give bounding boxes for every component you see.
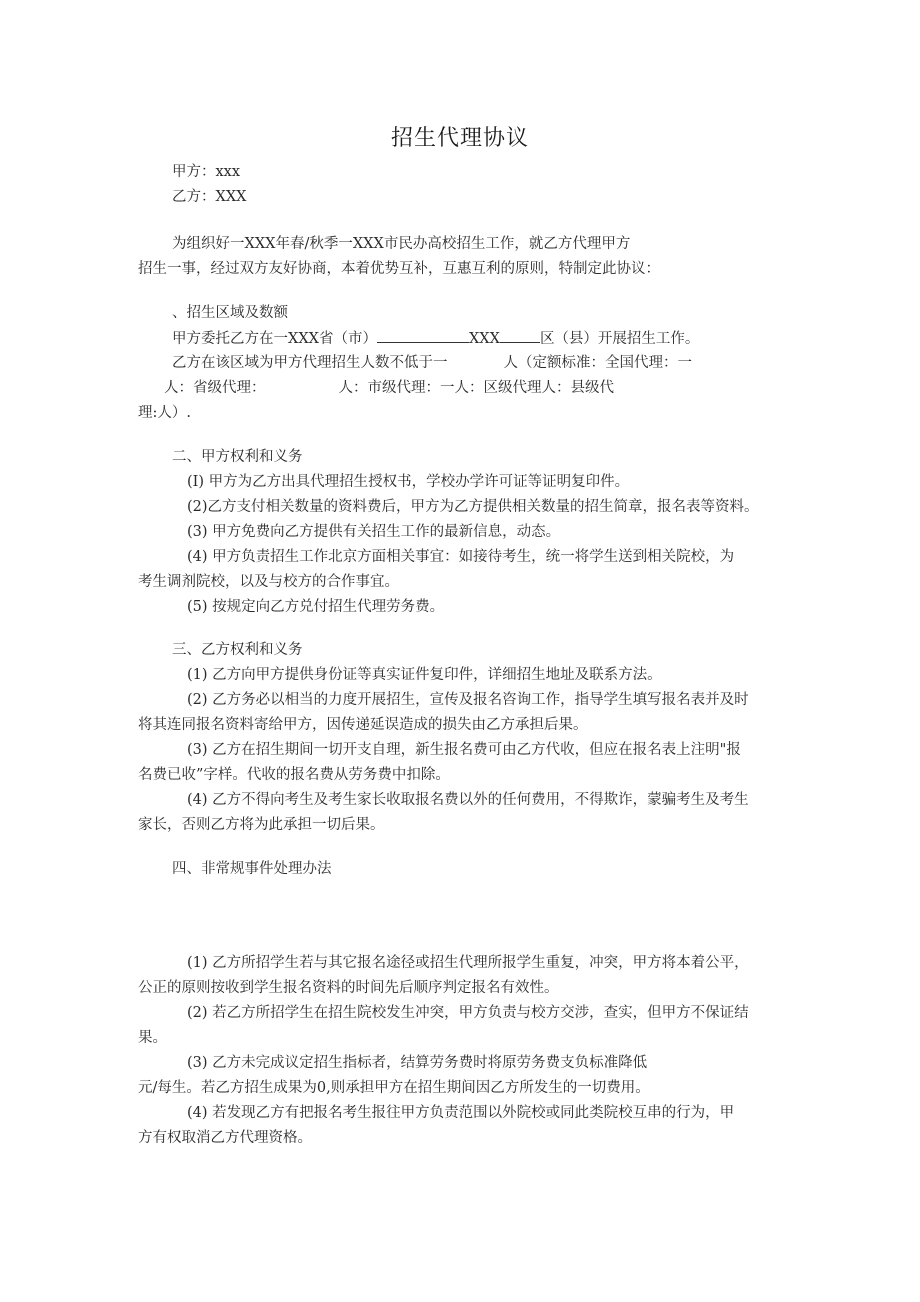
party-b: 乙方：XXX (172, 189, 247, 205)
section2-heading: 二、甲方权利和义务 (172, 449, 303, 465)
section4-line: (3) 乙方未完成议定招生指标者，结算劳务费时将原劳务费支负标准降低 (187, 1055, 648, 1071)
section4-line: (4) 若发现乙方有把报名考生报往甲方负责范围以外院校或同此类院校互串的行为，甲 (187, 1105, 735, 1121)
intro-line: 为组织好一XXX年春/秋季一XXX市民办高校招生工作，就乙方代理甲方 (172, 236, 631, 252)
section1-line: 乙方在该区域为甲方代理招生人数不低于一 人（定额标准：全国代理：一 (172, 355, 692, 371)
document-title: 招生代理协议 (390, 126, 529, 151)
section1-line: 理:人）. (138, 405, 191, 421)
party-a: 甲方：xxx (172, 164, 241, 180)
section3-line: 名费已收”字样。代收的报名费从劳务费中扣除。 (138, 767, 450, 783)
section2-line: (5) 按规定向乙方兑付招生代理劳务费。 (187, 599, 445, 615)
section3-line: (4) 乙方不得向考生及考生家长收取报名费以外的任何费用，不得欺诈，蒙骗考生及考生 (187, 792, 749, 808)
section4-line: 果。 (138, 1030, 167, 1046)
section4-line: 方有权取消乙方代理资格。 (138, 1130, 312, 1146)
section3-line: 将其连同报名资料寄给甲方，因传递延误造成的损失由乙方承担后果。 (138, 717, 588, 733)
section4-heading: 四、非常规事件处理办法 (172, 861, 332, 877)
section4-line: 元/每生。若乙方招生成果为0,则承担甲方在招生期间因乙方所发生的一切费用。 (138, 1080, 650, 1096)
section3-line: 家长，否则乙方将为此承担一切后果。 (138, 817, 385, 833)
section4-line: 公正的原则按收到学生报名资料的时间先后顺序判定报名有效性。 (138, 980, 559, 996)
section3-heading: 三、乙方权利和义务 (172, 642, 303, 658)
section4-line: (1) 乙方所招学生若与其它报名途径或招生代理所报学生重复，冲突，甲方将本着公平， (187, 955, 749, 971)
section1-heading: 、招生区域及数额 (172, 305, 288, 321)
section2-line: 考生调剂院校，以及与校方的合作事宜。 (138, 574, 399, 590)
section3-line: (1) 乙方向甲方提供身份证等真实证件复印件，详细招生地址及联系方法。 (187, 667, 662, 683)
section2-line: (4) 甲方负责招生工作北京方面相关事宜：如接待考生，统一将学生送到相关院校，为 (187, 549, 735, 565)
section1-line: 甲方委托乙方在一XXX省（市） XXX 区（县）开展招生工作。 (172, 328, 699, 349)
section3-line: (2) 乙方务必以相当的力度开展招生，宣传及报名咨询工作，指导学生填写报名表并及时 (187, 692, 749, 708)
intro-line: 招生一事，经过双方友好协商，本着优势互补，互惠互利的原则，特制定此协议： (138, 261, 660, 277)
section3-line: (3) 乙方在招生期间一切开支自理，新生报名费可由乙方代收，但应在报名表上注明"报 (187, 742, 741, 758)
section2-line: (3) 甲方免费向乙方提供有关招生工作的最新信息，动态。 (187, 524, 561, 540)
section2-line: (2)乙方支付相关数量的资料费后，甲方为乙方提供相关数量的招生简章，报名表等资料。 (187, 499, 759, 515)
section4-line: (2) 若乙方所招学生在招生院校发生冲突，甲方负责与校方交涉，查实，但甲方不保证结 (187, 1005, 749, 1021)
section2-line: (I) 甲方为乙方出具代理招生授权书，学校办学许可证等证明复印件。 (187, 474, 630, 490)
section1-line: 人：省级代理： 人：市级代理：一人：区级代理人：县级代 (164, 380, 614, 396)
